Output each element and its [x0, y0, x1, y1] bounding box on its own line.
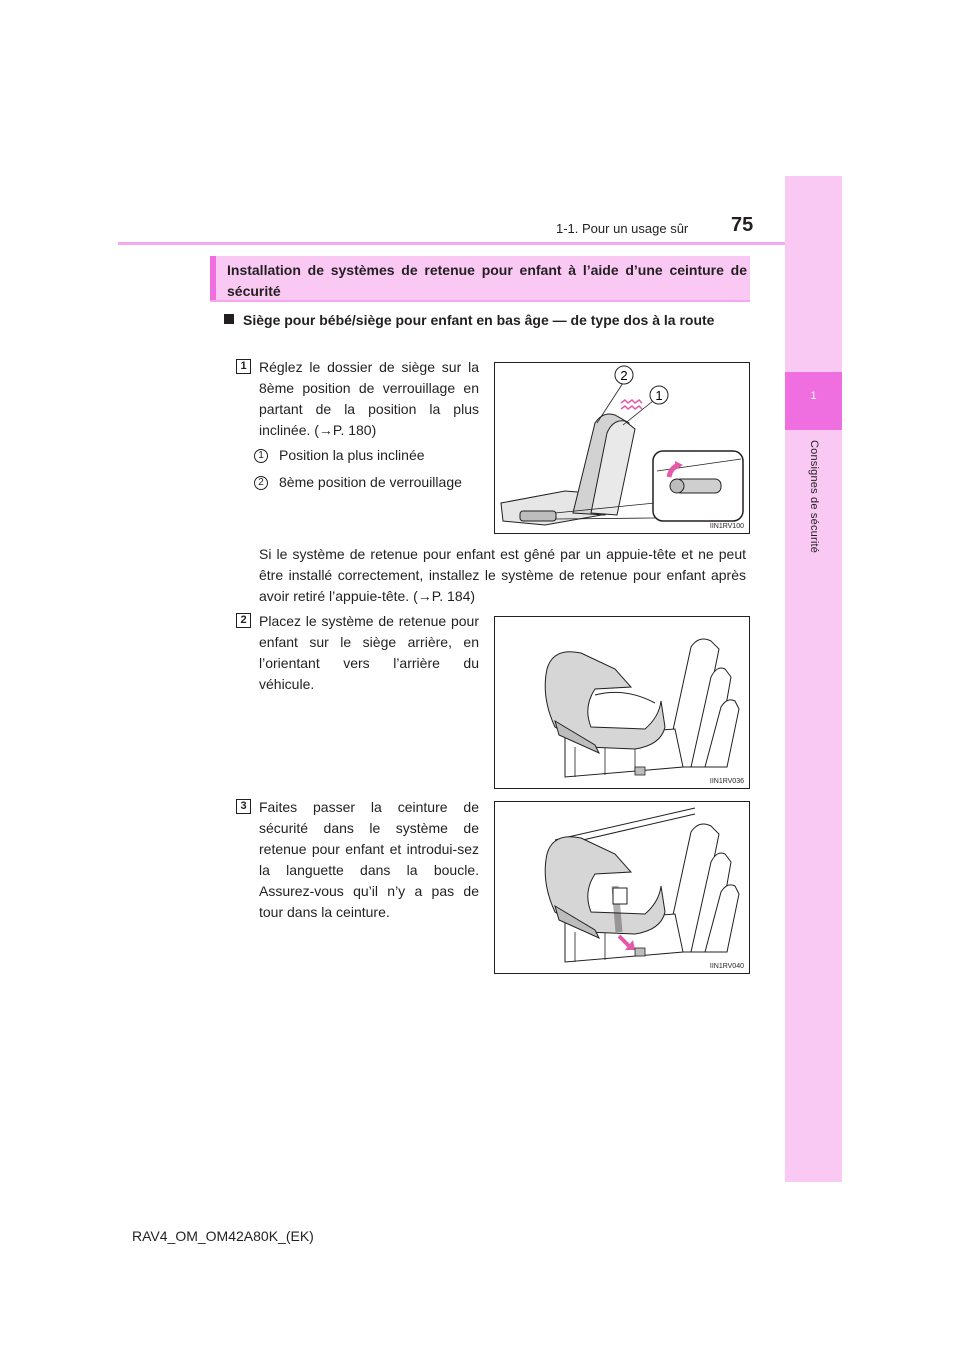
figure-seatback-recline [494, 362, 750, 534]
chapter-label: Consignes de sécurité [808, 440, 820, 554]
callout-1-text: Position la plus inclinée [279, 447, 425, 463]
callout-2-marker: 2 [254, 476, 268, 490]
step-1-text: Réglez le dossier de siège sur la 8ème position de verrouillage en partant de la position la plus inclinée. (→P. 180) [259, 359, 479, 438]
step-number-2: 2 [236, 613, 251, 628]
figure-code: IIN1RV040 [709, 963, 744, 970]
seat-recline-illustration [495, 363, 749, 533]
square-bullet-icon [224, 314, 234, 324]
subheading: Siège pour bébé/siège pour enfant en bas âge — de type dos à la route [243, 312, 715, 328]
figure-fasten-seat-belt [494, 801, 750, 974]
seat-belt-routing-illustration [495, 802, 749, 973]
svg-text:1: 1 [655, 388, 663, 403]
page-number: 75 [731, 214, 754, 236]
step-number-1: 1 [236, 359, 251, 374]
manual-code: RAV4_OM_OM42A80K_(EK) [132, 1228, 314, 1244]
chapter-side-tab [785, 176, 842, 1182]
svg-text:2: 2 [620, 368, 628, 383]
step-2-text: Placez le système de retenue pour enfant sur le siège arrière, en l’orientant vers l’arrière du véhicule. [259, 613, 479, 692]
section-heading-box [210, 256, 750, 300]
section-title: 1-1. Pour un usage sûr [556, 221, 689, 236]
section-heading: Installation de systèmes de retenue pour enfant à l’aide d’une ceinture de sécurité [227, 262, 747, 299]
callout-2-text: 8ème position de verrouillage [279, 474, 462, 490]
heading-underline [210, 300, 750, 302]
chapter-number: 1 [810, 390, 817, 402]
step-3-text: Faites passer la ceinture de sécurité dans le système de retenue pour enfant et introdui-sez la languette dans la boucle. Assurez-vous qu’il n’y a pas de tour dans la ceinture. [259, 799, 479, 920]
header-rule [118, 242, 785, 245]
callout-1-marker: 1 [254, 449, 268, 463]
step-number-3: 3 [236, 799, 251, 814]
child-seat-placement-illustration [495, 617, 749, 788]
figure-code: IIN1RV100 [709, 523, 744, 530]
figure-code: IIN1RV036 [709, 778, 744, 785]
step-1-note: Si le système de retenue pour enfant est gêné par un appuie-tête et ne peut être installé correctement, installez le système de retenue pour enfant après avoir retiré l’appuie-tête. (→P. 184) [259, 546, 746, 604]
figure-place-child-seat [494, 616, 750, 789]
